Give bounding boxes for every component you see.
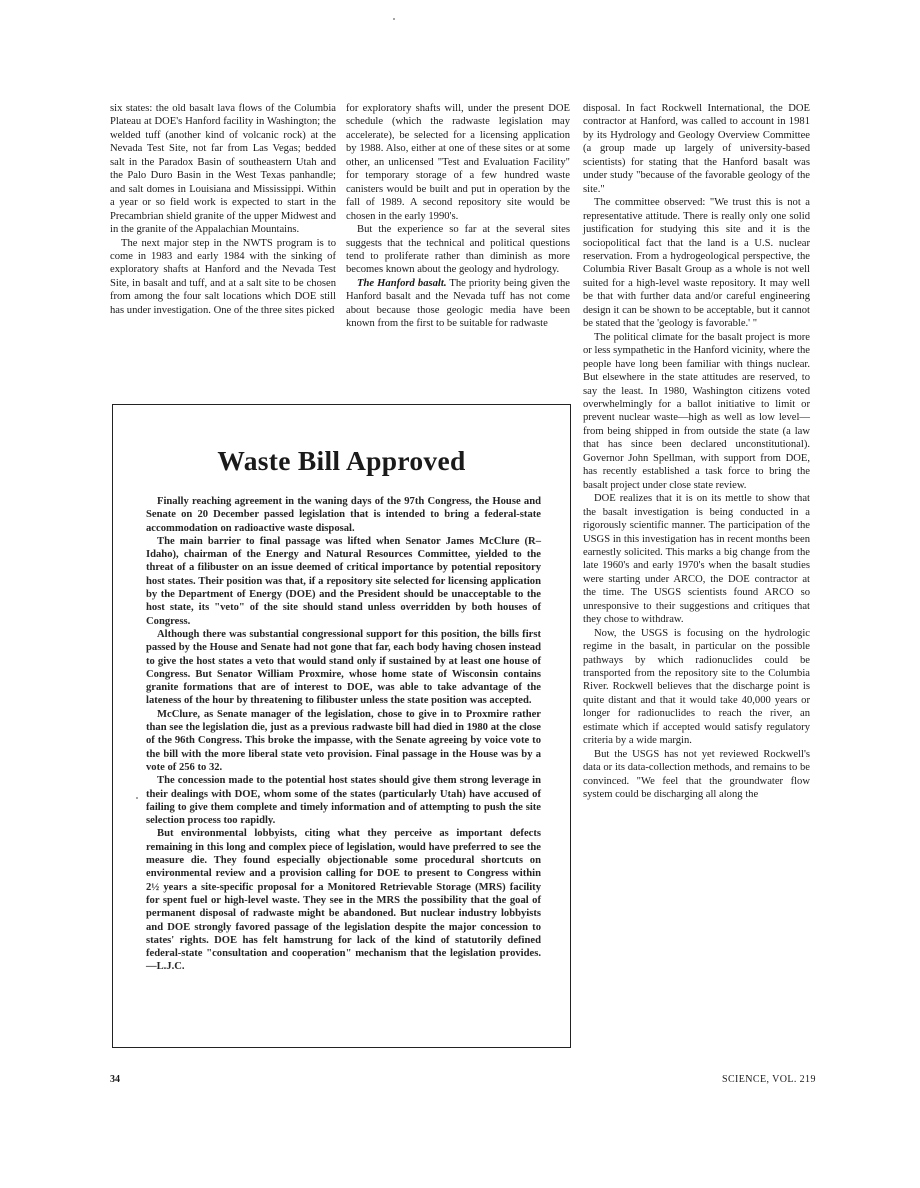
sidebar-paragraph: Although there was substantial congressional support for this position, the bills first passed by the House and Senate had not gone that far, each body having chosen instead to give the host states a veto that would stand only if sustained by at least one house of Congress. But Senator William Proxmire, whose home state of Wisconsin contains granite formations that are of interest to DOE, was able to take advantage of the lateness of the hour by threatening to filibuster unless the state position was accepted. bbox=[146, 628, 541, 707]
sidebar-paragraph: Finally reaching agreement in the waning days of the 97th Congress, the House and Senate on 20 December passed legislation that is intended to bring a federal-state accommodation on radioactive waste disposal. bbox=[146, 496, 541, 534]
article-column-1 bbox=[110, 102, 336, 317]
sidebar-title: Waste Bill Approved bbox=[217, 445, 466, 476]
journal-footer: SCIENCE, VOL. 219 bbox=[722, 1074, 816, 1085]
paragraph: Now, the USGS is focusing on the hydrologic regime in the basalt, in particular on the possible pathways by which radionuclides could be transported from the repository site to the Columbia River. Rockwell believes that the discharge point is quite distant and that it would take 40,000 years or longer for radionuclides to reach the river, an estimate which if accepted would satisfy regulatory criteria by a wide margin. bbox=[583, 627, 810, 747]
paragraph: for exploratory shafts will, under the present DOE schedule (which the radwaste legislation may accelerate), be selected for a licensing application by 1988. Also, either at one of these sites or at some other, an unlicensed "Test and Evaluation Facility" for temporary storage of a few hundred waste canisters would be built and put in operation by the fall of 1989. A second repository site would be chosen in the early 1990's. bbox=[346, 103, 570, 222]
paragraph: But the USGS has not yet reviewed Rockwell's data or its data-collection methods, and remains to be convinced. "We feel that the groundwater flow system could be discharging all along the bbox=[583, 748, 810, 801]
sidebar-paragraph: McClure, as Senate manager of the legislation, chose to give in to Proxmire rather than see the legislation die, just as a previous radwaste bill had died in 1980 at the close of the 96th Congress. This broke the impasse, with the Senate agreeing by voice vote to the bill with the more liberal state veto provision. Final passage in the House was by a vote of 256 to 32. bbox=[146, 708, 541, 773]
paragraph: But the experience so far at the several sites suggests that the technical and political questions tend to proliferate rather than diminish as more becomes known about the geology and hydrology. bbox=[346, 224, 570, 276]
article-column-3 bbox=[583, 102, 810, 802]
scan-speck bbox=[393, 18, 395, 20]
paragraph: disposal. In fact Rockwell International, the DOE contractor at Hanford, was called to account in 1981 by its Hydrology and Geology Overview Committee (a group made up largely of university-based scientists) for stating that the Hanford basalt was under study "because of the favorable geology of the site." bbox=[583, 103, 810, 195]
sidebar-paragraph: But environmental lobbyists, citing what they perceive as important defects remaining in this long and complex piece of legislation, would have preferred to see the measure die. They found especially objectionable some procedural shortcuts on environmental review and a provision calling for DOE to present to Congress within 2½ years a site-specific proposal for a Monitored Retrievable Storage (MRS) facility for spent fuel or high-level waste. They see in the MRS the possibility that the goal of permanent disposal of radwaste might be abandoned. But nuclear industry lobbyists and DOE strongly favored passage of the legislation despite the major concession to states' rights. DOE has felt hamstrung for lack of the kind of statutorily defined federal-state "consultation and cooperation" mechanism that the legislation provides.—L.J.C. bbox=[146, 828, 541, 973]
paragraph: The next major step in the NWTS program is to come in 1983 and early 1984 with the sinking of exploratory shafts at Hanford and the Nevada Test Site, in basalt and tuff, and at a salt site to be chosen from among the four salt locations which DOE still has under investigation. One of the three sites picked bbox=[110, 237, 336, 316]
paragraph: six states: the old basalt lava flows of the Columbia Plateau at DOE's Hanford facility in Washington; the welded tuff (another kind of volcanic rock) at the Nevada Test Site, not far from Las Vegas; bedded salt in the Paradox Basin of southeastern Utah and the Palo Duro Basin in the West Texas panhandle; and salt domes in Louisiana and Mississippi. Within a year or so field work is expected to start in the Precambrian shield granite of the upper Midwest and in the granite of the Appalachian Mountains. bbox=[110, 103, 336, 236]
sidebar-paragraph: The main barrier to final passage was lifted when Senator James McClure (R–Idaho), chairman of the Energy and Natural Resources Committee, yielded to the threat of a filibuster on an issue deemed of critical importance by potential repository host states. Their position was that, if a repository site selected for licensing application by the Department of Energy (DOE) and the President should be unacceptable to the host state, its "veto" of the site should stand unless overridden by both houses of Congress. bbox=[146, 535, 541, 627]
paragraph: The political climate for the basalt project is more or less sympathetic in the Hanford vicinity, where the people have long been familiar with things nuclear. But elsewhere in the state attitudes are reserved, to say the least. In 1980, Washington citizens voted overwhelmingly for a ballot initiative to limit or prevent nuclear waste—high as well as low level—from being shipped in from outside the state (a law that has since been declared unconstitutional). Governor John Spellman, with support from DOE, has recently established a task force to bring the basalt project under close state review. bbox=[583, 331, 810, 491]
sidebar-box bbox=[112, 404, 571, 1048]
article-column-2 bbox=[346, 102, 570, 331]
sidebar-paragraph: The concession made to the potential host states should give them strong leverage in their dealings with DOE, whom some of the states (particularly Utah) have accused of failing to give them complete and timely information and of attempting to push the site selection process too rapidly. bbox=[146, 775, 541, 827]
paragraph: The committee observed: "We trust this is not a representative attitude. There is really only one solid justification for studying this site and it is the sociopolitical fact that the land is a U.S. nuclear reservation. From a hydrogeological perspective, the Columbia River Basalt Group as a whole is not well suited for a high-level waste repository. It may well be that with further data and/or careful engineering design it can be shown to be acceptable, but it cannot be stated that the 'geology is favorable.' " bbox=[583, 197, 810, 330]
page-number: 34 bbox=[110, 1074, 120, 1085]
paragraph-hanford bbox=[346, 277, 570, 331]
section-lead-in: The Hanford basalt. bbox=[357, 277, 447, 289]
sidebar-body bbox=[146, 495, 541, 974]
paragraph: DOE realizes that it is on its mettle to show that the basalt investigation is being conducted in a rigorously scientific manner. The participation of the USGS in this investigation has in recent months been earnestly solicited. This marks a big change from the late 1960's and early 1970's when the basalt studies were starting under ARCO, the DOE contractor at the time. The USGS scientists found ARCO so unresponsive to their suggestions and critiques that they chose to withdraw. bbox=[583, 493, 810, 626]
paragraph-text: The priority being given the Hanford basalt and the Nevada tuff has not come about because those geologic media have been known from the first to be suitable for radwaste bbox=[346, 277, 570, 330]
